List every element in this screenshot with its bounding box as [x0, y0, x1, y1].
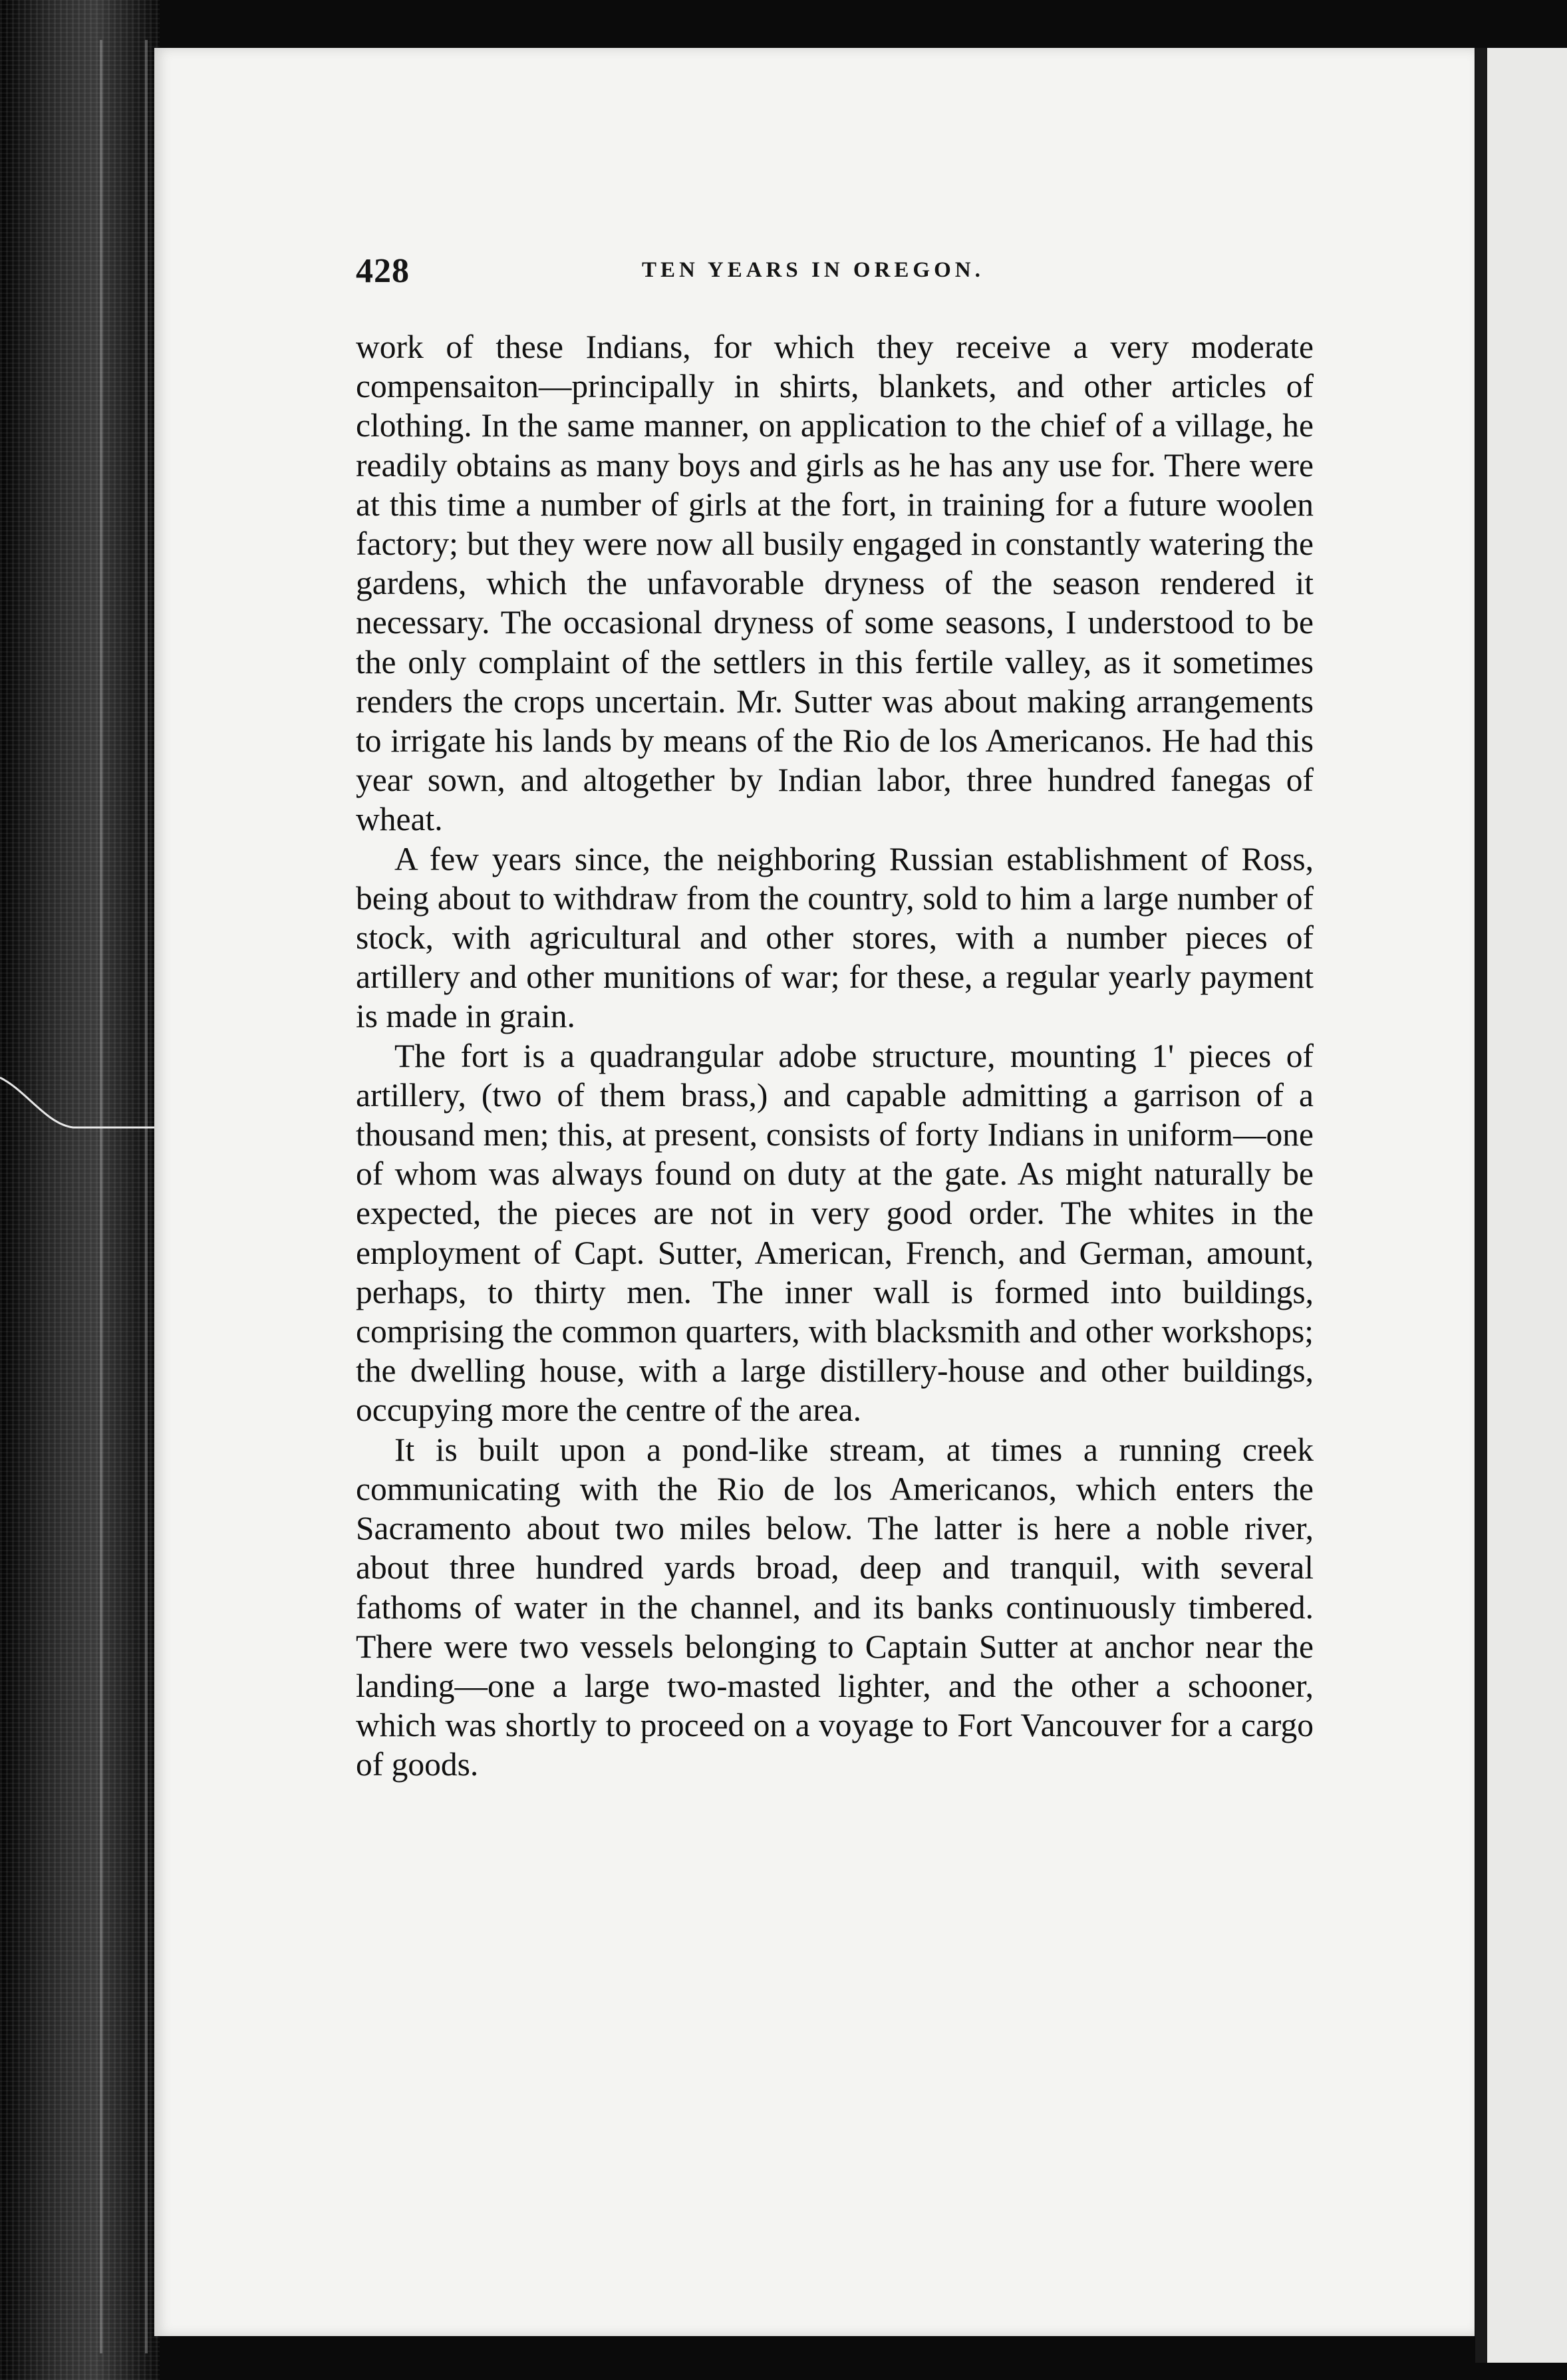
running-title: TEN YEARS IN OREGON. [642, 258, 984, 282]
paragraph: A few years since, the neighboring Russian establishment of Ross, being about to withdraw from the country, sold to him a large number of stock, with agricultural and other stores, with a number pieces of artillery and other munitions of war; for these, a regular yearly payment is made in grain. [356, 840, 1314, 1035]
paragraph: The fort is a quadrangular adobe structure, mounting 1' pieces of artillery, (two of them brass,) and capable admitting a garrison of a thousand men; this, at present, consists of forty Indians in uniform—one of whom was always found on duty at the gate. As might naturally be expected, the pieces are not in very good order. The whites in the employment of Capt. Sutter, American, French, and German, amount, perhaps, to thirty men. The inner wall is formed into buildings, comprising the common quarters, with blacksmith and other workshops; the dwelling house, with a large distillery-house and other buildings, occupying more the centre of the area. [356, 1037, 1314, 1429]
book-binding-gutter [0, 0, 160, 2380]
page-header [356, 251, 1314, 298]
binding-edge-line [145, 40, 148, 2353]
binding-edge-line [100, 40, 102, 2353]
paragraph: It is built upon a pond-like stream, at times a running creek communicating with the Rio de los Americanos, which enters the Sacramento about two miles below. The latter is here a noble river, about three hundred yards broad, deep and tranquil, with several fathoms of water in the channel, and its banks continuously timbered. There were two vessels belonging to Captain Sutter at anchor near the landing—one a large two-masted lighter, and the other a schooner, which was shortly to proceed on a voyage to Fort Vancouver for a cargo of goods. [356, 1431, 1314, 1783]
paragraph: work of these Indians, for which they receive a very moderate compensaiton—principally in shirts, blankets, and other articles of clothing. In the same manner, on application to the chief of a village, he readily obtains as many boys and girls as he has any use for. There were at this time a number of girls at the fort, in training for a future woolen factory; but they were now all busily engaged in constantly watering the gardens, which the unfavorable dryness of the season rendered it necessary. The occasional dryness of some seasons, I understood to be the only complaint of the settlers in this fertile valley, as it sometimes renders the crops uncertain. Mr. Sutter was about making arrangements to irrigate his lands by means of the Rio de los Americanos. He had this year sown, and altogether by Indian labor, three hundred fanegas of wheat. [356, 329, 1314, 838]
page-number: 428 [356, 252, 410, 290]
margin-pencil-mark [0, 1064, 160, 1137]
facing-page-edge [1475, 48, 1567, 2363]
body-text [356, 327, 1314, 1785]
